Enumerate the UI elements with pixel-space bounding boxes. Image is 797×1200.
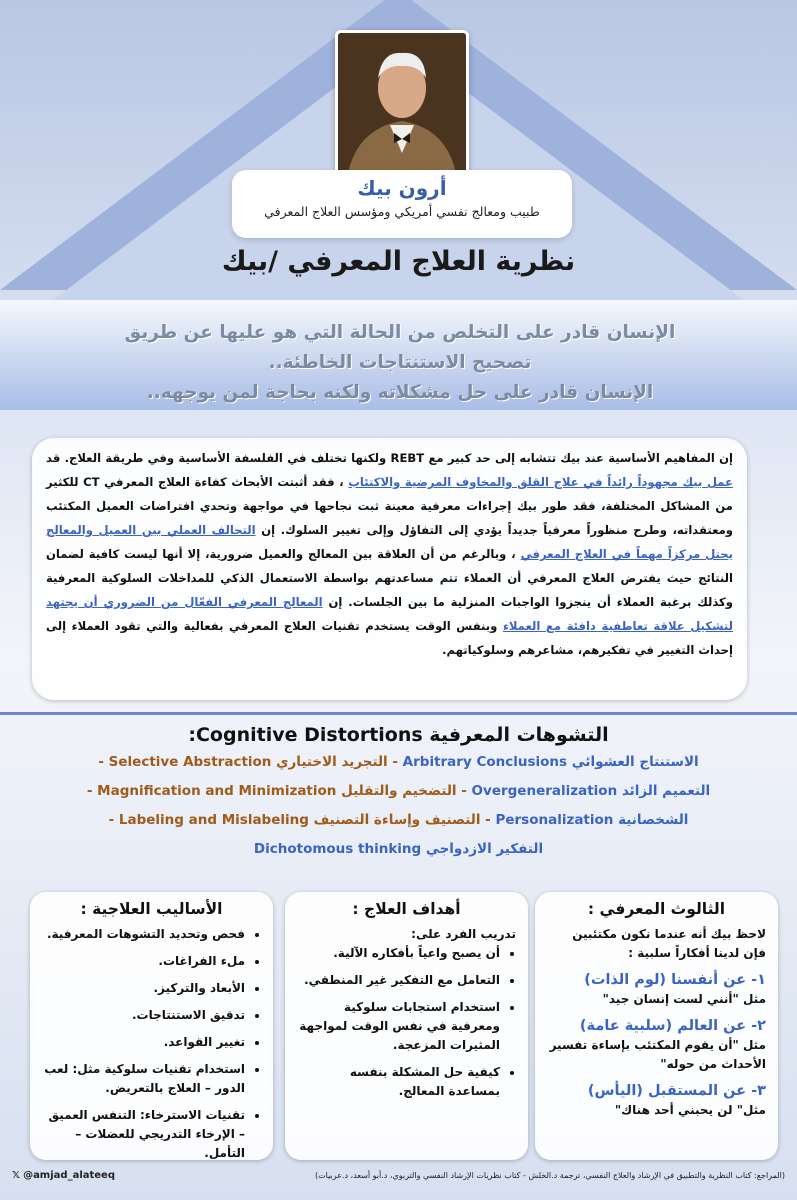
method-item: • تقنيات الاسترخاء: التنفس العميق – الإرخاء التدريجي للعضلات – التأمل. [42,1106,245,1163]
triad-title: الثالوث المعرفي : [587,900,726,918]
therapy-methods-box [30,892,273,1160]
distortions-section [0,718,797,888]
distortions-list [0,748,797,864]
goal-item: • كيفية حل المشكلة بنفسه بمساعدة المعالج. [297,1063,500,1101]
methods-title: الأساليب العلاجية : [80,900,223,918]
triad-item-world: ٢- عن العالم (سلبية عامة) [579,1018,766,1034]
distortion-overgeneralization: التعميم الزائد Overgeneralization [471,783,711,799]
page-title: نظرية العلاج المعرفي /بيك [221,246,576,277]
section-divider [0,712,797,715]
distortions-title: التشوهات المعرفية Cognitive Distortions: [188,724,609,746]
triad-intro: لاحظ بيك أنه عندما نكون مكتئبين فإن لدينا أفكاراً سلبية : [572,927,766,960]
goals-list [297,944,516,1101]
goal-item: • التعامل مع التفكير غير المنطقي. [297,971,500,990]
name-card [232,170,572,238]
distortion-selective: - التجريد الاختياري Selective Abstraction - [98,754,403,770]
intro-text-4: وبنفس الوقت يستخدم تقنيات العلاج المعرفي بفعالية والتي تقود العملاء إلى إحداث التغيير في تفكيرهم، مشاعرهم وسلوكياتهم. [46,619,733,657]
goals-intro: تدريب الفرد على: [411,927,516,941]
cognitive-triad-box [535,892,778,1160]
references: (المراجع: كتاب النظرية والتطبيق في الإرشاد والعلاج النفسي، ترجمة د.الخلش - كتاب نظريات الإرشاد النفسي والتربوي، د.أبو أسعد، د.عربيات) [314,1170,785,1180]
distortion-line-2 [0,777,797,806]
intro-highlight-1: عمل بيك مجهوداً رائداً في علاج القلق والمخاوف المرضية والاكتئاب [348,475,733,489]
quote-line-3: الإنسان قادر على حل مشكلاته ولكنه بحاجة لمن يوجهه.. [146,382,654,403]
distortion-dichotomous: التفكير الازدواجي Dichotomous thinking [253,841,544,857]
goals-title: أهداف العلاج : [352,900,461,918]
method-item: • الأبعاد والتركيز. [42,979,245,998]
method-item: • ملء الفراغات. [42,952,245,971]
distortion-personalization: الشخصانية Personalization [495,812,689,828]
intro-text-2: ، فقد أثبتت الأبحاث كفاءة العلاج المعرفي CT للكثير من المشاكل المختلفة، فقد طور بيك إجراءات معرفية معينة ثبت نجاحها في مواجهة وتحدي افتراضات العميل المكتئب ومعتقداته، وطرح منظوراً معرفياً جديداً يؤدي إلى التفاؤل وإلى تغيير السلوك. إن [46,475,733,537]
goal-item: • أن يصبح واعياً بأفكاره الآلية. [297,944,500,963]
triad-example-world: مثل "أن يقوم المكتئب بإساءة تفسير الأحداث من حوله" [549,1038,766,1071]
method-item: • تدقيق الاستنتاجات. [42,1006,245,1025]
quote-line-2: تصحيح الاستنتاجات الخاطئة.. [268,352,532,373]
distortion-line-3 [0,806,797,835]
method-item: • فحص وتحديد التشوهات المعرفية. [42,925,245,944]
intro-paragraph [32,438,747,700]
distortion-magnification: - التضخيم والتقليل Magnification and Minimization - [86,783,472,799]
triad-example-self: مثل "أنني لست إنسان جيد" [602,992,766,1006]
distortion-labeling: - التصنيف وإساءة التصنيف Labeling and Mislabeling - [108,812,496,828]
quote-line-1: الإنسان قادر على التخلص من الحالة التي هو عليها عن طريق [124,322,676,343]
triad-example-future: مثل" لن يحبني أحد هناك" [614,1103,766,1117]
therapy-goals-box [285,892,528,1160]
quote-block [40,318,760,408]
distortion-line-1 [0,748,797,777]
triad-item-future: ٣- عن المستقبل (اليأس) [587,1083,766,1099]
triad-item-self: ١- عن أنفسنا (لوم الذات) [584,972,766,988]
portrait-photo [335,30,469,176]
social-handle[interactable] [12,1170,115,1181]
distortion-line-4 [0,835,797,864]
methods-list [42,925,261,1163]
person-subtitle: طبيب ومعالج نفسي أمريكي ومؤسس العلاج المعرفي [264,204,540,219]
intro-text-1: إن المفاهيم الأساسية عند بيك تتشابه إلى حد كبير مع REBT ولكنها تختلف في الفلسفة الأساسية وفي طريقة العلاج. قد [46,451,733,465]
method-item: • تغيير القواعد. [42,1033,245,1052]
x-logo-icon: 𝕏 [12,1169,21,1181]
intro-highlight-3: المعالج المعرفي الفعّال من الضروري أن يجتهد لتشكيل علاقة تعاطفية دافئة مع العملاء [46,595,734,633]
handle-text: @amjad_alateeq [23,1169,115,1181]
intro-highlight-2: التحالف العملي بين العميل والمعالج يحتل مركزاً مهماً في العلاج المعرفي [46,523,733,561]
method-item: • استخدام تقنيات سلوكية مثل: لعب الدور – العلاج بالتعريض. [42,1060,245,1098]
footer [0,1162,797,1188]
intro-text-3: ، وبالرغم من أن العلاقة بين المعالج والعميل ضرورية، إلا أنها ليست كافية لضمان النتائج حيث يفترض العلاج المعرفي أن العملاء تتم مساعدتهم بواسطة الاستعمال الذكي للمداخلات السلوكية المعرفية وكذلك برغبة العملاء أن ينجزوا الواجبات المنزلية ما بين الجلسات. إن [46,547,733,609]
person-name: أرون بيك [357,176,447,200]
distortion-arbitrary: الاستنتاج العشوائي Arbitrary Conclusions [402,754,699,770]
goal-item: • استخدام استجابات سلوكية ومعرفية في نفس الوقت لمواجهة المثيرات المزعجة. [297,998,500,1055]
